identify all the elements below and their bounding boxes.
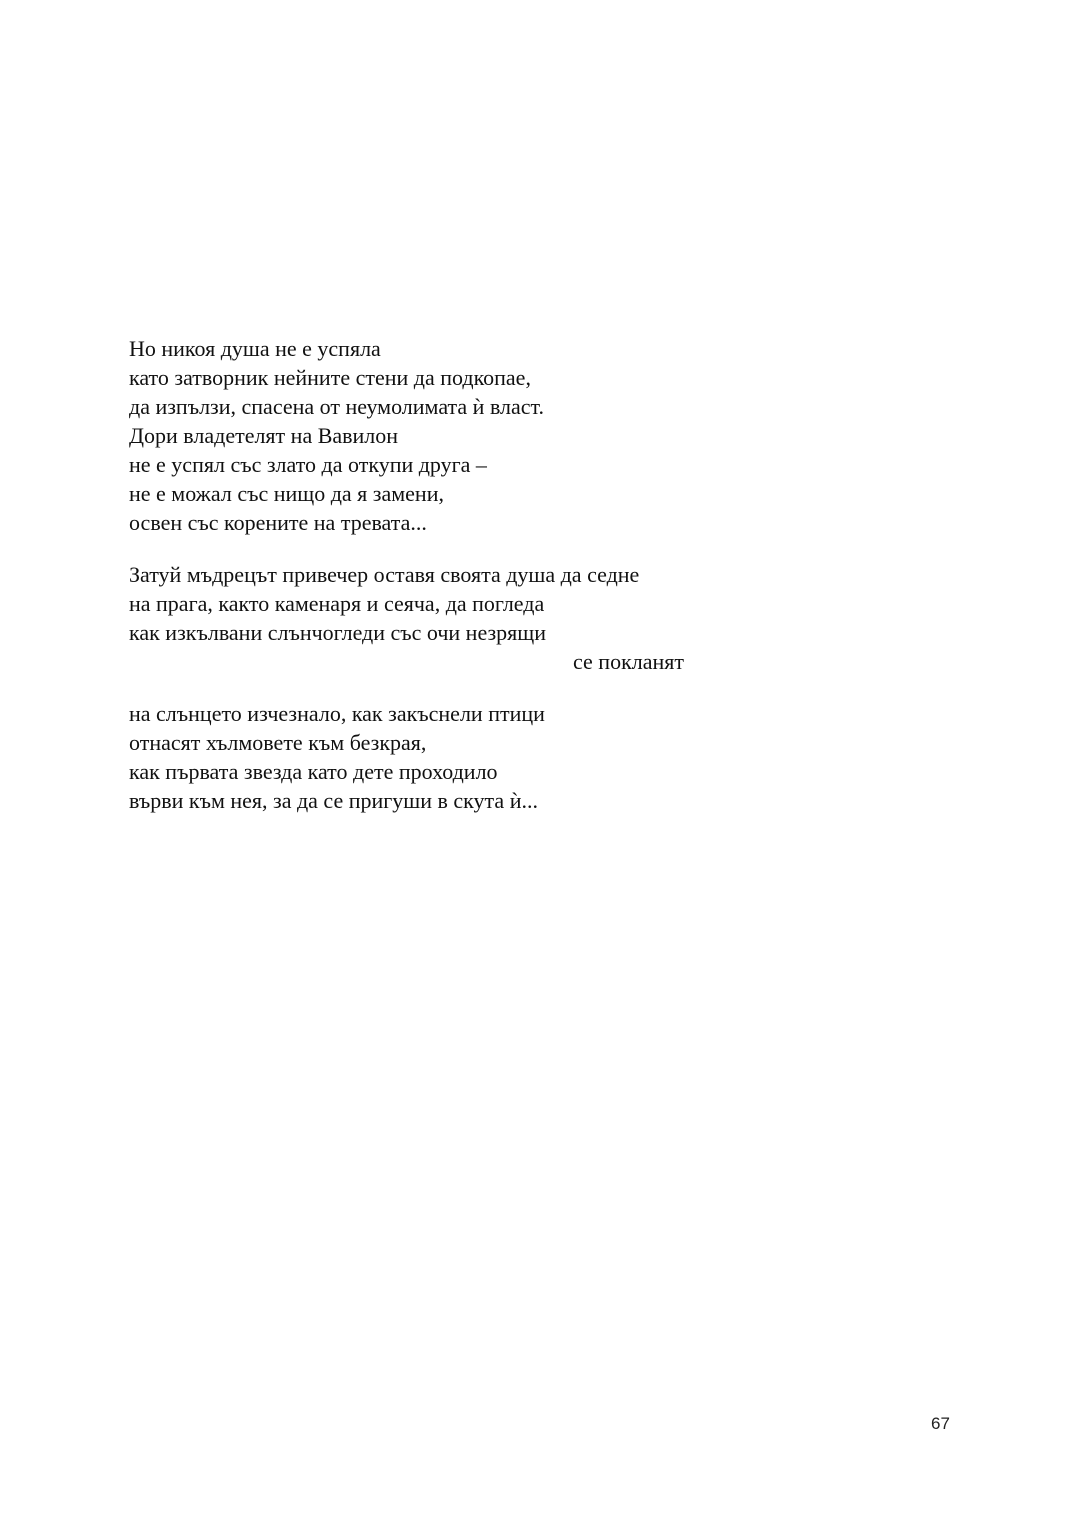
poem-line: Дори владетелят на Вавилон bbox=[129, 423, 399, 448]
poem-line: Затуй мъдрецът привечер оставя своята душа да седне bbox=[129, 562, 640, 587]
poem bbox=[129, 334, 849, 838]
page-number: 67 bbox=[931, 1414, 950, 1433]
stanza-2 bbox=[129, 560, 849, 676]
poem-line: как първата звезда като дете проходило bbox=[129, 759, 498, 784]
poem-line: на слънцето изчезнало, как закъснели птици bbox=[129, 701, 545, 726]
poem-line: не е можал със нищо да я замени, bbox=[129, 481, 444, 506]
poem-line: как изкълвани слънчогледи със очи незрящи bbox=[129, 620, 547, 645]
poem-line: като затворник нейните стени да подкопае, bbox=[129, 365, 531, 390]
poem-line: да изпълзи, спасена от неумолимата ѝ власт. bbox=[129, 394, 545, 419]
poem-line: върви към нея, за да се пригуши в скута ѝ... bbox=[129, 788, 538, 813]
poem-line: Но никоя душа не е успяла bbox=[129, 336, 381, 361]
poem-line-indented: се покланят bbox=[573, 649, 685, 674]
poem-line: освен със корените на тревата... bbox=[129, 510, 427, 535]
stanza-3 bbox=[129, 699, 849, 815]
poem-line: на прага, както каменаря и сеяча, да погледа bbox=[129, 591, 545, 616]
poem-line: отнасят хълмовете към безкрая, bbox=[129, 730, 427, 755]
poem-line: не е успял със злато да откупи друга – bbox=[129, 452, 487, 477]
stanza-1 bbox=[129, 334, 849, 537]
